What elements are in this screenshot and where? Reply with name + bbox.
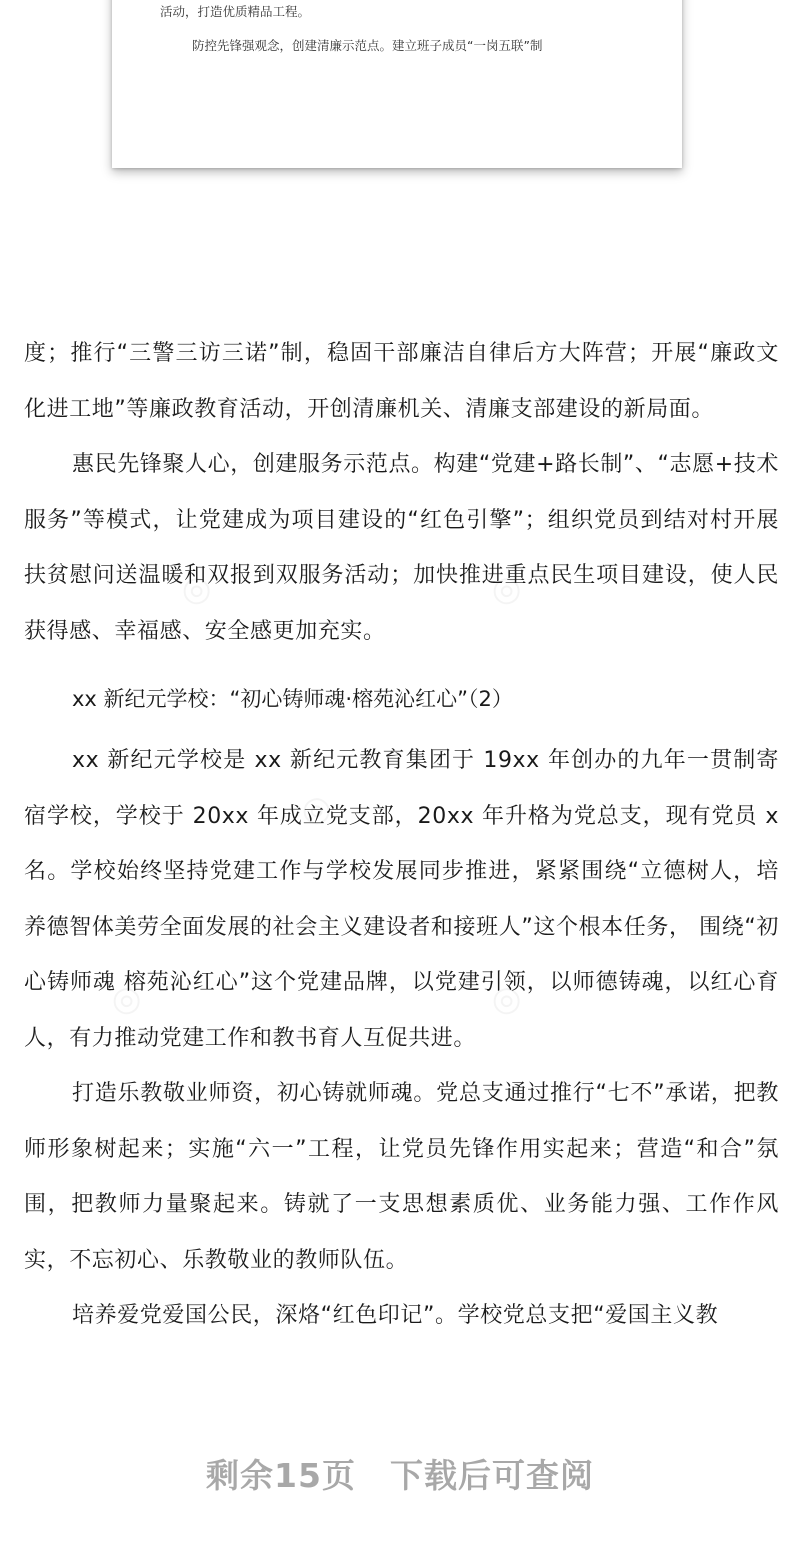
paragraph: 打造乐教敬业师资，初心铸就师魂。党总支通过推行“七不”承诺，把教师形象树起来；实施“六一”工程，让党员先锋作用实起来；营造“和合”氛围，把教师力量聚起来。铸就了一支思想素质优、业务能力强、工作作风实，不忘初心、乐教敬业的教师队伍。	[24, 1081, 779, 1273]
paragraph: 培养爱党爱国公民，深烙“红色印记”。学校党总支把“爱国主义教	[72, 1303, 719, 1328]
previous-page-card	[112, 0, 682, 168]
section-heading: xx 新纪元学校：“初心铸师魂·榕苑沁红心”（2）	[72, 687, 513, 711]
remaining-pages-notice[interactable]: 剩余15页 下载后可查阅	[206, 1456, 594, 1495]
paragraph: 惠民先锋聚人心，创建服务示范点。构建“党建+路长制”、“志愿+技术服务”等模式，让党建成为项目建设的“红色引擎”；组织党员到结对村开展扶贫慰问送温暖和双报到双服务活动；加快推进重点民生项目建设，使人民获得感、幸福感、安全感更加充实。	[24, 452, 779, 644]
card-text-line: 防控先锋强观念，创建清廉示范点。建立班子成员“一岗五联”制	[192, 38, 543, 53]
paragraph: xx 新纪元学校是 xx 新纪元教育集团于 19xx 年创办的九年一贯制寄宿学校，学校于 20xx 年成立党支部，20xx 年升格为党总支，现有党员 x 名。学校始终坚持党建工作与学校发展同步推进，紧紧围绕“立德树人，培养德智体美劳全面发展的社会主义建设者和接班人”这个根本任务， 围绕“初心铸师魂 榕苑沁红心”这个党建品牌，以党建引领，以师德铸魂，以红心育人，有力推动党建工作和教书育人互促共进。	[24, 748, 779, 1051]
document-body	[24, 326, 779, 1344]
paragraph: 度；推行“三警三访三诺”制，稳固干部廉洁自律后方大阵营；开展“廉政文化进工地”等廉政教育活动，开创清廉机关、清廉支部建设的新局面。	[24, 341, 779, 422]
card-text-line: 活动，打造优质精品工程。	[160, 4, 311, 19]
